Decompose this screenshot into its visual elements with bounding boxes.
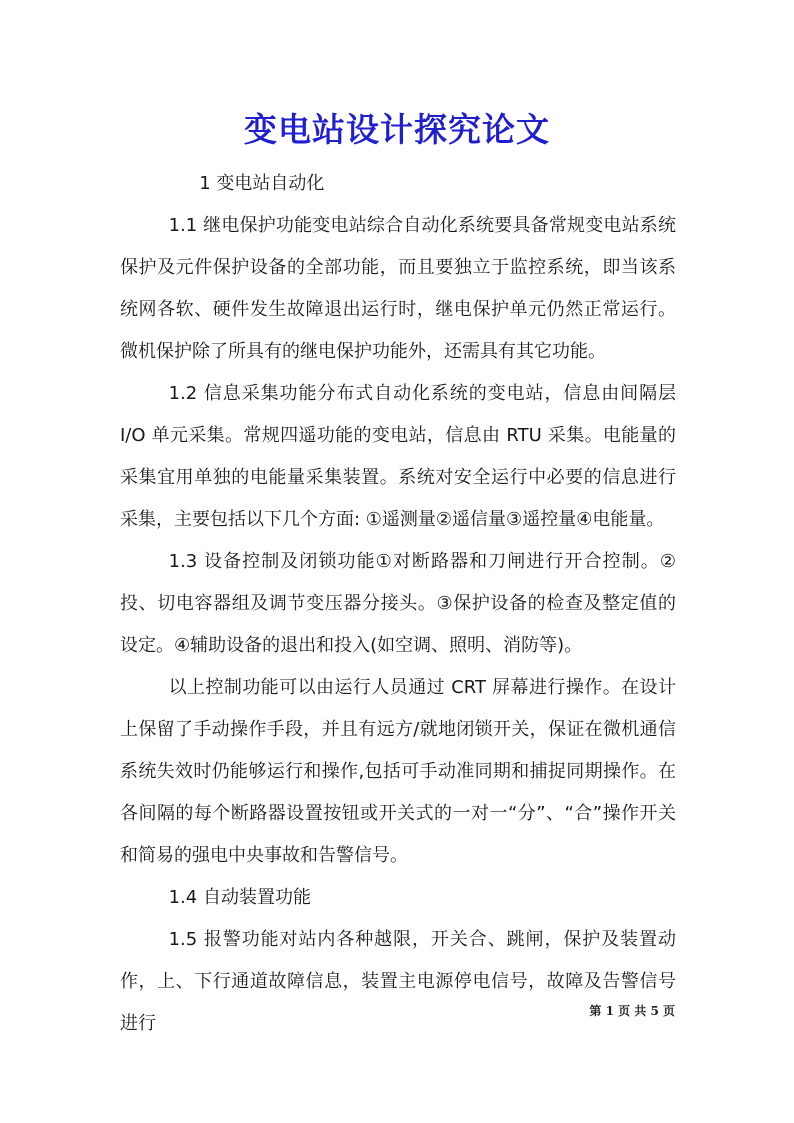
document-body: [120, 163, 676, 1045]
document-title: 变电站设计探究论文: [244, 110, 550, 149]
paragraph-1-5: 1.5 报警功能对站内各种越限，开关合、跳闸，保护及装置动作，上、下行通道故障信息，装置主电源停电信号，故障及告警信号进行: [120, 929, 676, 1034]
paragraph-1-4: 1.4 自动装置功能: [168, 887, 311, 908]
section-heading-1: 1 变电站自动化: [199, 173, 325, 194]
paragraph-control-note: 以上控制功能可以由运行人员通过 CRT 屏幕进行操作。在设计上保留了手动操作手段，并且有远方/就地闭锁开关，保证在微机通信系统失效时仍能够运行和操作,包括可手动准同期和捕捉同期操作。在各间隔的每个断路器设置按钮或开关式的一对一“分”、“合”操作开关和简易的强电中央事故和告警信号。: [120, 677, 676, 866]
page-number: 第 1 页 共 5 页: [589, 1004, 675, 1018]
paragraph-1-1: 1.1 继电保护功能变电站综合自动化系统要具备常规变电站系统保护及元件保护设备的全部功能，而且要独立于监控系统，即当该系统网各软、硬件发生故障退出运行时，继电保护单元仍然正常运行。微机保护除了所具有的继电保护功能外，还需具有其它功能。: [120, 215, 676, 362]
paragraph-1-2: 1.2 信息采集功能分布式自动化系统的变电站，信息由间隔层I/O 单元采集。常规四遥功能的变电站，信息由 RTU 采集。电能量的采集宜用单独的电能量采集装置。系统对安全运行中必要的信息进行采集，主要包括以下几个方面: ①遥测量②遥信量③遥控量④电能量。: [120, 383, 676, 530]
paragraph-1-3: 1.3 设备控制及闭锁功能①对断路器和刀闸进行开合控制。②投、切电容器组及调节变压器分接头。③保护设备的检查及整定值的设定。④辅助设备的退出和投入(如空调、照明、消防等)。: [120, 551, 676, 656]
